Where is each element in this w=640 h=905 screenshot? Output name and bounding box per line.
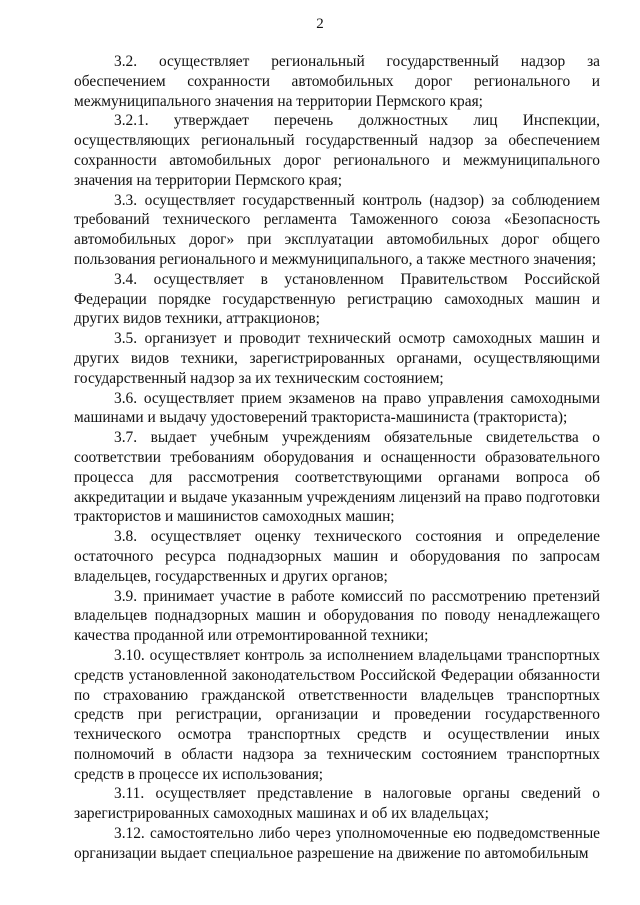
- paragraph-3-11: 3.11. осуществляет представление в налоговые органы сведений о зарегистрированных самоходных машинах и об их владельцах;: [74, 785, 600, 823]
- paragraph-3-8: 3.8. осуществляет оценку технического состояния и определение остаточного ресурса поднадзорных машин и оборудования по запросам владельцев, государственных и других органов;: [74, 528, 600, 585]
- paragraph-3-9: 3.9. принимает участие в работе комиссий по рассмотрению претензий владельцев поднадзорных машин и оборудования по поводу ненадлежащего качества проданной или отремонтированной техники;: [74, 587, 600, 645]
- paragraph-3-12: 3.12. самостоятельно либо через уполномоченные ею подведомственные организации выдает специальное разрешение на движение по автомобильным: [74, 825, 600, 862]
- paragraph-3-3: 3.3. осуществляет государственный контроль (надзор) за соблюдением требований технического регламента Таможенного союза «Безопасность автомобильных дорог» при эксплуатации автомобильных дорог общего пользования регионального и межмуниципального, а также местного значения;: [74, 191, 600, 268]
- paragraph-3-7: 3.7. выдает учебным учреждениям обязательные свидетельства о соответствии требованиям оборудования и оснащенности образовательного процесса для рассмотрения соответствующими органами вопроса об аккредитации и выдаче указанным учреждениям лицензий на право подготовки трактористов и машинистов самоходных машин;: [74, 429, 600, 526]
- paragraph-3-2-1: 3.2.1. утверждает перечень должностных лиц Инспекции, осуществляющих региональный государственный надзор за обеспечением сохранности автомобильных дорог регионального и межмуниципального значения на территории Пермского края;: [74, 112, 600, 189]
- paragraph-3-5: 3.5. организует и проводит технический осмотр самоходных машин и других видов техники, зарегистрированных органами, осуществляющими государственный надзор за их техническим состоянием;: [74, 330, 600, 387]
- document-body: [74, 52, 600, 864]
- paragraph-3-10: 3.10. осуществляет контроль за исполнением владельцами транспортных средств установленной законодательством Российской Федерации обязанности по страхованию гражданской ответственности владельцев транспортных средств при регистрации, организации и проведении государственного технического осмотра транспортных средств и осуществлении иных полномочий в области надзора за техническим состоянием транспортных средств в процессе их использования;: [74, 646, 600, 783]
- paragraph-3-6: 3.6. осуществляет прием экзаменов на право управления самоходными машинами и выдачу удостоверений тракториста-машиниста (тракториста);: [74, 389, 600, 427]
- page-number: 2: [316, 16, 324, 32]
- paragraph-3-4: 3.4. осуществляет в установленном Правительством Российской Федерации порядке государственную регистрацию самоходных машин и других видов техники, аттракционов;: [74, 270, 600, 328]
- paragraph-3-2: 3.2. осуществляет региональный государственный надзор за обеспечением сохранности автомобильных дорог регионального и межмуниципального значения на территории Пермского края;: [74, 53, 600, 110]
